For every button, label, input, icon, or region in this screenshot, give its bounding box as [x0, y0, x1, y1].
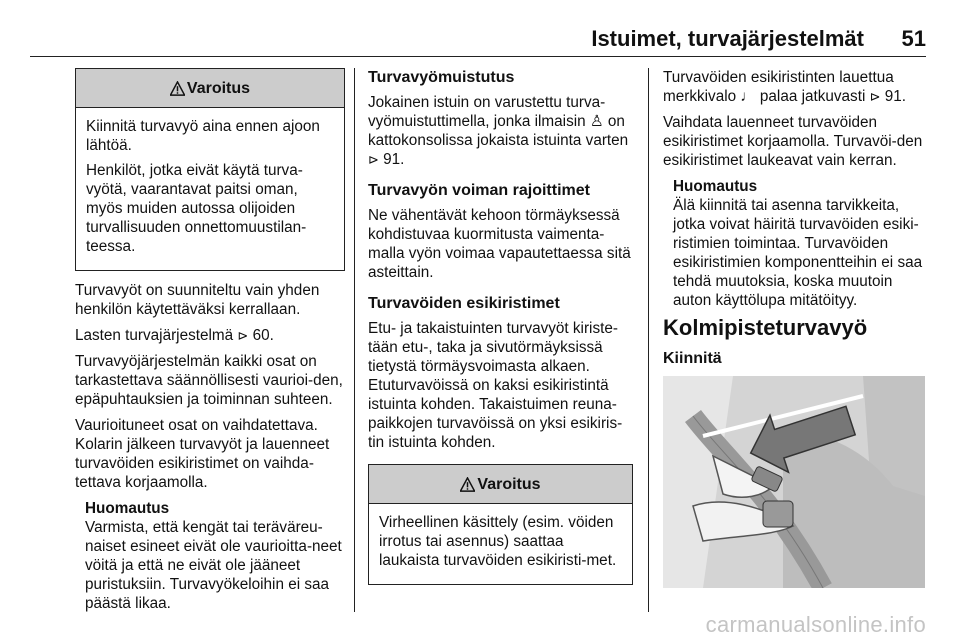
warning-text: Henkilöt, jotka eivät käytä turva-vyötä, vaarantavat paitsi oman, myös muiden autossa olijoiden turvallisuuden onnettomuustilan-teessa.: [86, 162, 307, 255]
warning-body: [76, 108, 344, 270]
paragraph: Turvavyöjärjestelmän kaikki osat on tarkastettava säännöllisesti vaurioi-den, epäpuhtauksien ja toiminnan suhteen.: [75, 353, 343, 408]
warning-box: [368, 464, 633, 585]
page-ref[interactable]: 91.: [884, 88, 907, 105]
warning-triangle-icon: [170, 81, 185, 96]
warning-text: Virheellinen käsittely (esim. vöiden irrotus tai asennus) saattaa laukaista turvavöiden esikiristi-met.: [379, 514, 617, 569]
paragraph: Ne vähentävät kehoon törmäyksessä kohdistuvaa kuormitusta vaimenta-malla vyön voimaa vapautettaessa sitä asteittain.: [368, 207, 631, 281]
paragraph: Turvavöiden esikiristinten lauettua merkkivalo ♩ palaa jatkuvasti ⊳ 91.: [663, 69, 907, 105]
note-text: Varmista, että kengät tai teräväreu-naiset esineet eivät ole vaurioitta-neet vöitä ja että ne eivät ole jääneet puristuksiin. Turvavyökeloihin ei saa päästä likaa.: [85, 519, 342, 612]
page-header: [0, 26, 960, 56]
note-text: Älä kiinnitä tai asenna tarvikkeita, jotka voivat häiritä turvavöiden esiki-ristimien toimintaa. Turvavöiden esikiristimien komponentteihin ei saa tehdä muutoksia, koska muutoin auton käyttölupa mitätöityy.: [673, 197, 923, 309]
page-ref-arrow-icon: ⊳: [869, 89, 881, 104]
section-heading-large: Kolmipisteturvavyö: [663, 315, 868, 340]
paragraph: Lasten turvajärjestelmä ⊳ 60.: [75, 327, 274, 344]
page-ref[interactable]: 91.: [383, 151, 405, 168]
section-heading: Turvavyömuistutus: [368, 69, 515, 86]
page-ref-arrow-icon: ⊳: [237, 328, 249, 343]
note: [663, 177, 928, 310]
column-divider: [648, 68, 649, 612]
paragraph: Etu- ja takaistuinten turvavyöt kiriste-tään etu-, taka ja sivutörmäyksissä tietystä törmäysvoimasta alkaen.: [368, 320, 618, 375]
pretensioner-warning-icon: ♩: [740, 88, 756, 105]
warning-box: [75, 68, 345, 271]
paragraph: Etuturvavöissä on kaksi esikiristintä istuinta kohden. Takaistuimen reuna-paikkojen turvavöissä on yksi esikiris-tin istuinta kohden.: [368, 377, 623, 451]
column-divider: [354, 68, 355, 612]
warning-text: Kiinnitä turvavyö aina ennen ajoon lähtöä.: [86, 118, 320, 154]
warning-body: [369, 504, 632, 584]
header-rule: [30, 56, 926, 57]
warning-header: [76, 69, 344, 108]
page-number: 51: [901, 26, 926, 51]
column-1: [75, 68, 345, 621]
seatbelt-fastening-illustration: [663, 376, 925, 588]
note-title: Huomautus: [85, 500, 170, 517]
note-title: Huomautus: [673, 178, 758, 195]
paragraph: Turvavyöt on suunniteltu vain yhden henkilön käytettäväksi kerrallaan.: [75, 282, 320, 318]
warning-title: Varoitus: [186, 79, 251, 97]
paragraph: Vaurioituneet osat on vaihdatettava. Kolarin jälkeen turvavyöt ja lauenneet turvavöiden esikiristimet on vaihda-tettava korjaamolla.: [75, 417, 330, 491]
seatbelt-illustration-graphic: [663, 376, 925, 588]
paragraph: Jokainen istuin on varustettu turva-vyömuistuttimella, jonka ilmaisin ♙ on kattokonsolissa jokaista istuinta varten ⊳ 91.: [368, 94, 629, 168]
subsection-heading: Kiinnitä: [663, 350, 722, 367]
seatbelt-reminder-icon: ♙: [589, 113, 604, 130]
note: [75, 499, 345, 613]
warning-title: Varoitus: [477, 475, 541, 493]
warning-header: [369, 465, 632, 504]
column-3: [663, 68, 928, 588]
watermark: carmanualsonline.info: [705, 612, 926, 637]
column-2: [368, 68, 633, 595]
warning-triangle-icon: [460, 477, 475, 492]
section-heading: Turvavyön voiman rajoittimet: [368, 182, 590, 199]
paragraph: Vaihdata lauenneet turvavöiden esikiristimet korjaamolla. Turvavöi-den esikiristimet laukeavat vain kerran.: [663, 114, 923, 169]
page-ref[interactable]: 60.: [252, 327, 274, 344]
section-heading: Turvavöiden esikiristimet: [368, 295, 560, 312]
page-title: Istuimet, turvajärjestelmät: [591, 26, 864, 51]
page-ref-arrow-icon: ⊳: [368, 152, 379, 167]
